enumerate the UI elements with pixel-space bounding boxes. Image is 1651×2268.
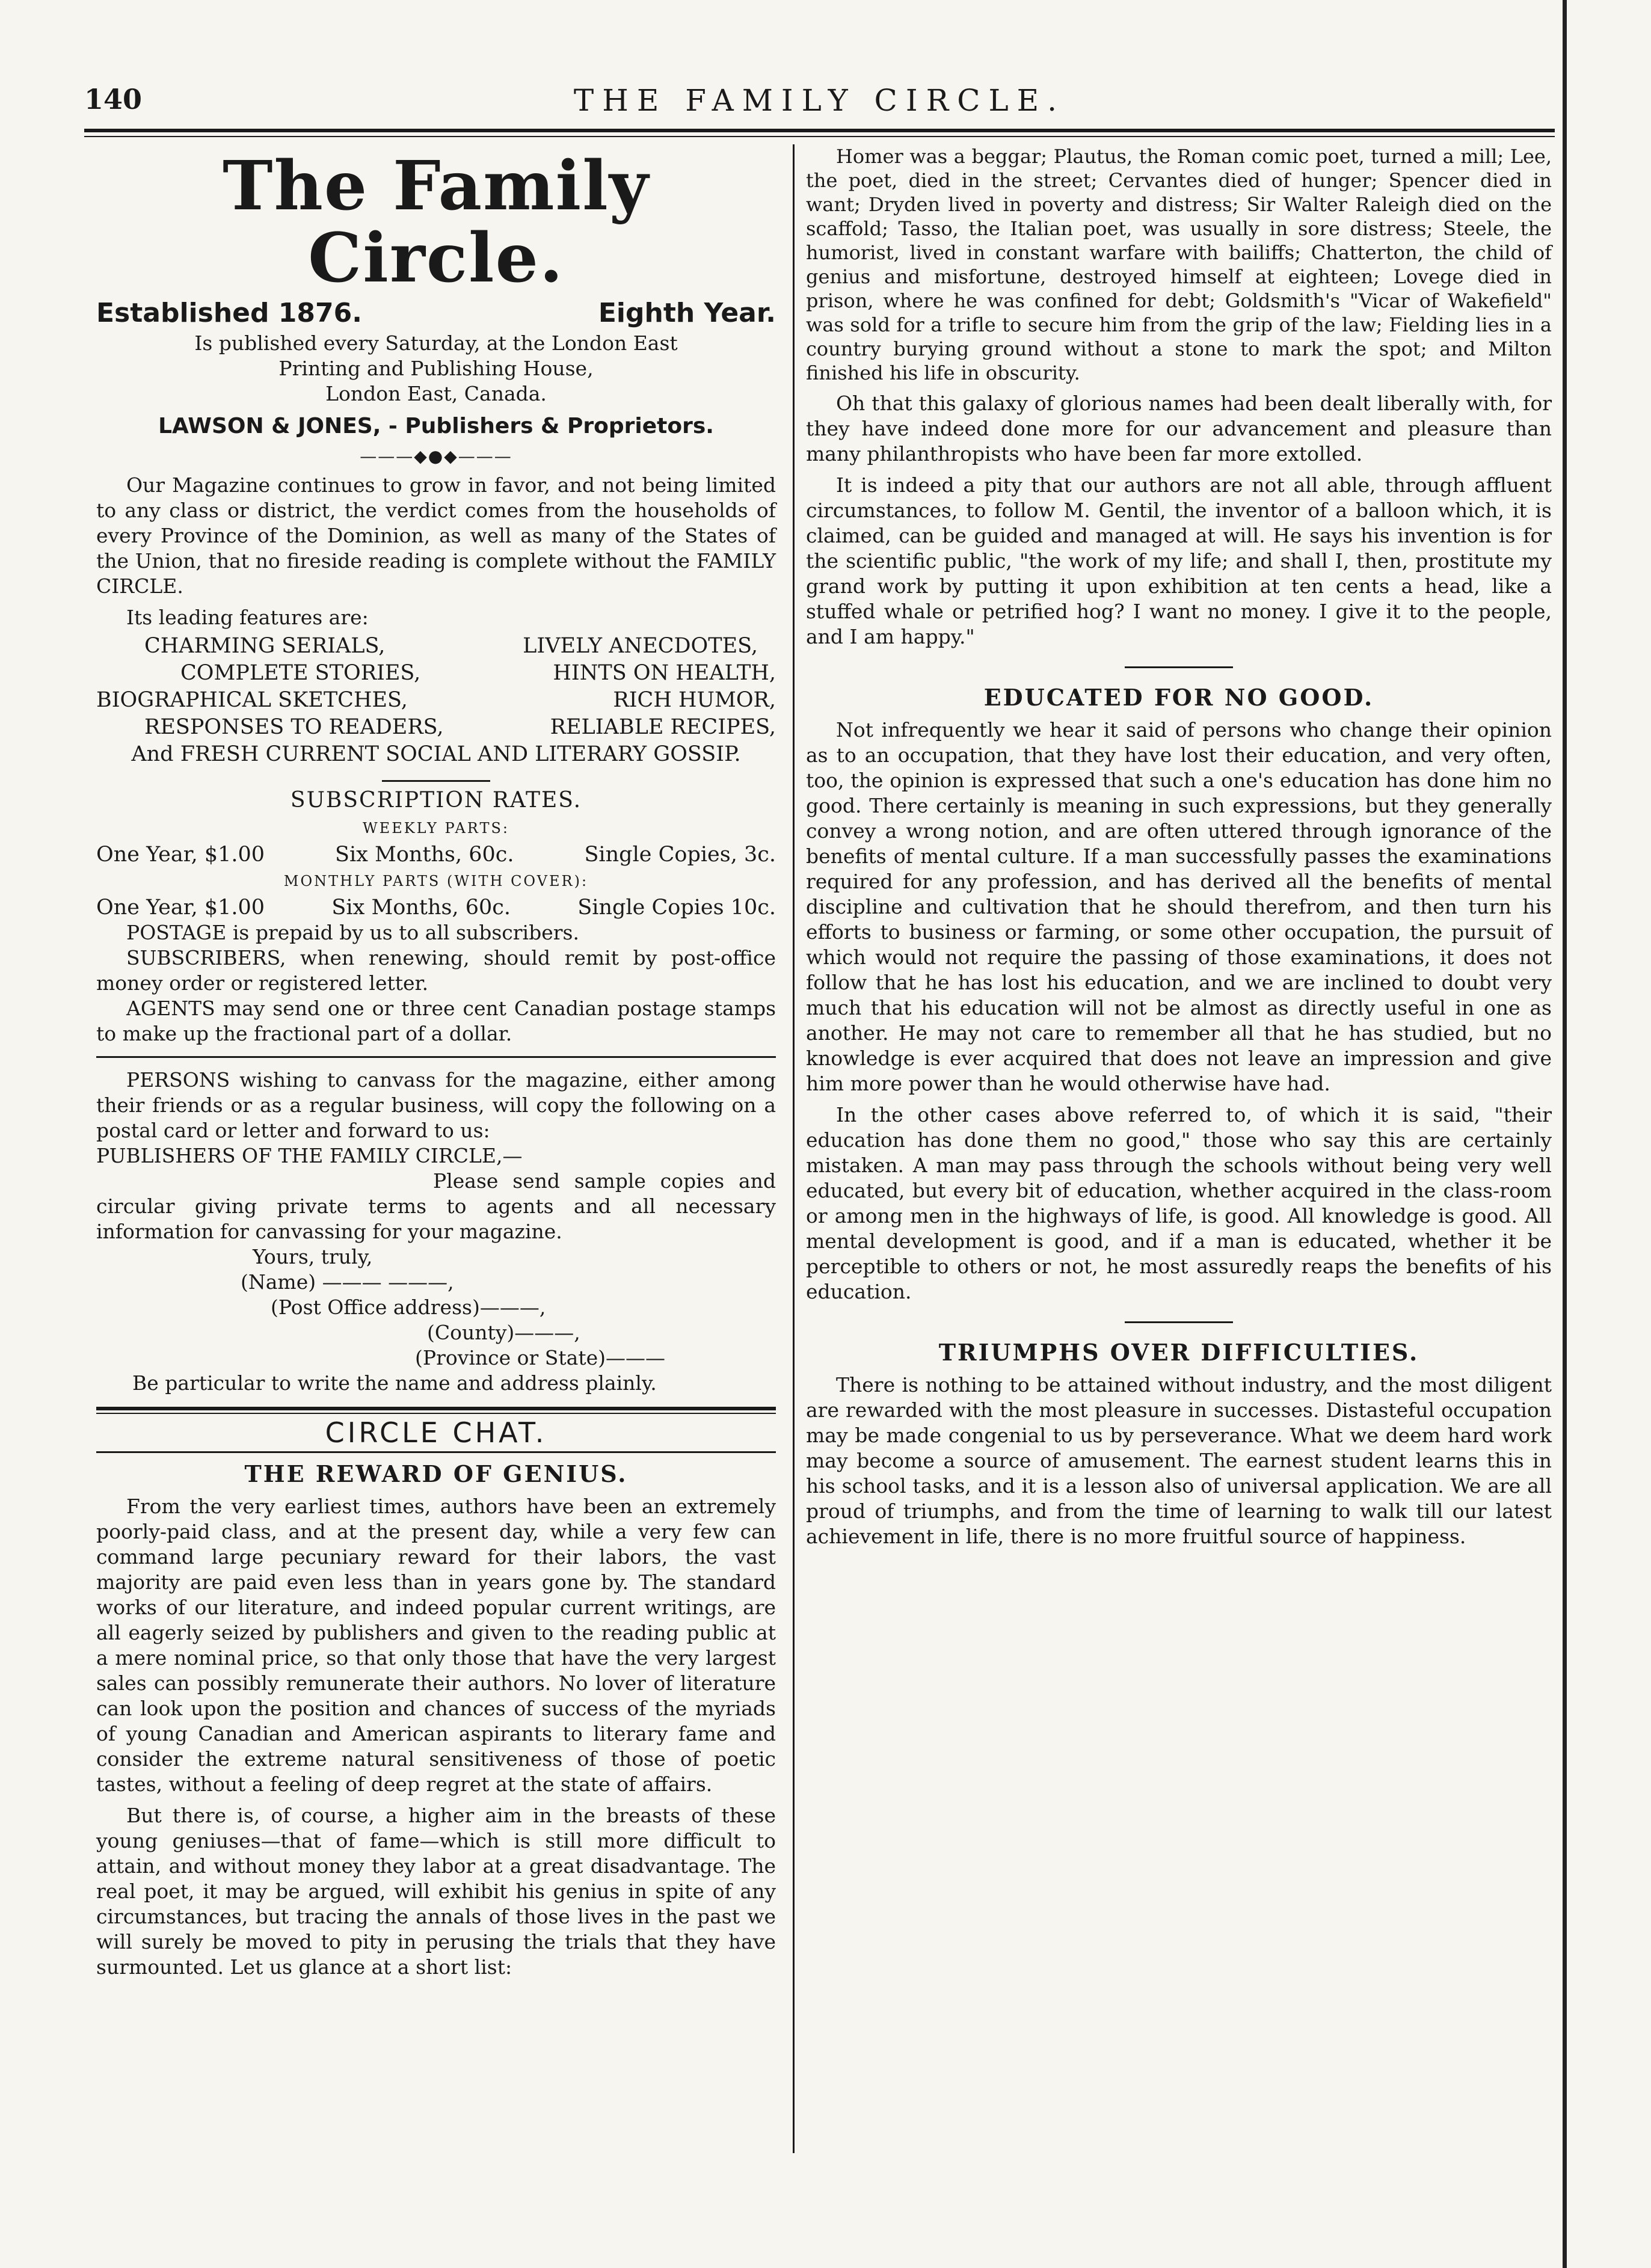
triumphs-paragraph: There is nothing to be attained without industry, and the most diligent are rewarded with the most pleasure in successes. Distasteful occupation may be made congenial to us by perseverance. What we deem hard work may become a source of amusement. The earnest student learns this in his school tasks, and it is a lesson also of universal application. We are all proud of triumphs, and from the time of learning to walk till our latest achievement in life, there is no more fruitful source of happiness. — [806, 1373, 1552, 1548]
feature-item: RELIABLE RECIPES, — [550, 715, 776, 739]
feature-item: HINTS ON HEALTH, — [553, 661, 776, 685]
ornament-divider: ———◆●◆——— — [360, 446, 512, 466]
galaxy-paragraph: Oh that this galaxy of glorious names had been dealt liberally with, for they have indeed done more for our advancement and pleasure than many philanthropists who have been far more extolled. — [806, 392, 1552, 466]
masthead-title: The Family Circle. — [223, 147, 650, 298]
pity-paragraph: It is indeed a pity that our authors are not all able, through affluent circumstances, to follow M. Gentil, the inventor of a balloon which, it is claimed, can be guided and managed at will. He says his invention is for the scientific public, "the work of my life; and shall I, then, prostitute my grand work by putting it upon exhibition at ten cents a head, like a stuffed whale or petrified hog? I want no money. I give it to the people, and I am happy." — [806, 473, 1552, 648]
postage-note: POSTAGE is prepaid by us to all subscribers. — [126, 921, 579, 944]
weekly-heading: WEEKLY PARTS: — [363, 820, 509, 837]
reward-paragraph: From the very earliest times, authors have been an extremely poorly-paid class, and at the present day, while a very few can command large pecuniary reward for their labors, the vast majority are paid even less than in years gone by. The standard works of our literature, and indeed popular current writings, are all eagerly seized by publishers and given to the reading public at a mere nominal price, so that only those that have the very largest sales can possibly remunerate their authors. No lover of literature can look upon the position and chances of success of the myriads of young Canadian and American aspirants to literary fame and consider the extreme natural sensitiveness of those of poetic tastes, without a feeling of deep regret at the state of affairs. — [96, 1495, 776, 1796]
form-addressee: PUBLISHERS OF THE FAMILY CIRCLE,— — [96, 1144, 523, 1167]
reward-paragraph: But there is, of course, a higher aim in the breasts of these young geniuses—that of fame—which is still more difficult to attain, and without money they labor at a great disadvantage. The real poet, it may be argued, will exhibit his genius in spite of any circumstances, but tracing the annals of those lives in the past we will surely be moved to pity in perusing the trials that they have surmounted. Let us glance at a short list: — [96, 1804, 776, 1979]
feature-item: BIOGRAPHICAL SKETCHES, — [96, 688, 408, 712]
rate-value: One Year, $1.00 — [96, 843, 265, 867]
established-row — [96, 298, 776, 328]
educated-title: EDUCATED FOR NO GOOD. — [983, 684, 1374, 711]
weekly-rates — [96, 842, 776, 867]
published-line: Is published every Saturday, at the London East — [194, 331, 678, 355]
form-province: (Province or State)——— — [415, 1346, 666, 1369]
intro-paragraph: Our Magazine continues to grow in favor, and not being limited to any class or district, the verdict comes from the households of every Province of the Dominion, as well as many of the States of the Union, that no fireside reading is complete without the FAMILY CIRCLE. — [96, 473, 776, 598]
agents-note: AGENTS may send one or three cent Canadian postage stamps to make up the fractional part of a dollar. — [96, 997, 776, 1045]
canvass-intro: PERSONS wishing to canvass for the magazine, either among their friends or as a regular business, will copy the following on a postal card or letter and forward to us: — [96, 1068, 776, 1142]
section-rule — [96, 1407, 776, 1410]
subscribers-note: SUBSCRIBERS, when renewing, should remit by post-office money order or registered letter. — [96, 946, 776, 995]
monthly-heading: MONTHLY PARTS (WITH COVER): — [283, 873, 589, 890]
short-rule — [1125, 666, 1233, 668]
educated-paragraph: Not infrequently we hear it said of persons who change their opinion as to an occupation, that they have lost their education, and very often, too, the opinion is expressed that such a one's education has done him no good. There certainly is meaning in such expressions, but they generally convey a wrong notion, and are often uttered through ignorance of the benefits of mental culture. If a man successfully passes the examinations required for any profession, and has derived all the benefits of mental discipline and cultivation that he should therefrom, and then turn his efforts to business or farming, or some other occupation, the pursuit of which would not require the passing of those examinations, it does not follow that he has lost his education, and we are inclined to doubt very much that his education will not be almost as directly useful in one as another. He may not care to remember all that he has studied, but no knowledge is ever acquired that does not leave an impression and give him more power than he would otherwise have had. — [806, 718, 1552, 1095]
reward-title: THE REWARD OF GENIUS. — [244, 1460, 628, 1487]
feature-item: RICH HUMOR, — [613, 688, 776, 712]
section-rule — [96, 1056, 776, 1058]
form-note: Be particular to write the name and address plainly. — [132, 1371, 657, 1395]
header-rule-thin — [84, 136, 1555, 137]
year-label: Eighth Year. — [598, 298, 776, 328]
publishers-line: LAWSON & JONES, - Publishers & Proprietors. — [158, 414, 714, 438]
features-lead: Its leading features are: — [126, 606, 369, 629]
feature-item: COMPLETE STORIES, — [180, 661, 421, 685]
form-yours: Yours, truly, — [253, 1245, 373, 1268]
header-rule — [84, 129, 1555, 132]
triumphs-title: TRIUMPHS OVER DIFFICULTIES. — [938, 1339, 1419, 1366]
published-line: London East, Canada. — [325, 382, 547, 405]
established: Established 1876. — [96, 298, 362, 328]
rate-value: Six Months, 60c. — [334, 843, 514, 867]
rate-value: One Year, $1.00 — [96, 896, 265, 920]
canvass-form — [96, 1143, 776, 1396]
feature-item: And FRESH CURRENT SOCIAL AND LITERARY GOSSIP. — [131, 742, 741, 766]
features-list — [96, 633, 776, 768]
homer-paragraph: Homer was a beggar; Plautus, the Roman comic poet, turned a mill; Lee, the poet, died in the street; Cervantes died of hunger; Spencer died in want; Dryden lived in poverty and distress; Sir Walter Raleigh died on the scaffold; Tasso, the Italian poet, was usually in sore distress; Steele, the humorist, lived in constant warfare with bailiffs; Chatterton, the child of genius and misfortune, destroyed himself at eighteen; Lovege died in prison, where he was confined for debt; Goldsmith's "Vicar of Wakefield" was sold for a trifle to secure him from the grip of the law; Fielding lies in a country burying ground without a stone to mark the spot; and Milton finished his life in obscurity. — [806, 145, 1552, 384]
column-divider — [793, 144, 795, 2153]
monthly-rates — [96, 895, 776, 920]
published-line: Printing and Publishing House, — [278, 357, 594, 380]
form-county: (County)———, — [427, 1321, 580, 1344]
feature-item: CHARMING SERIALS, — [144, 634, 386, 658]
form-post-office: (Post Office address)———, — [271, 1295, 546, 1319]
form-name: (Name) ——— ———, — [241, 1270, 454, 1294]
rate-value: Single Copies, 3c. — [584, 843, 776, 867]
page-edge-line — [1563, 0, 1567, 2268]
educated-paragraph: In the other cases above referred to, of which it is said, "their education has done them no good," those who say this are certainly mistaken. A man may pass through the schools without being very well educated, but every bit of education, whether acquired in the class-room or among men in the highways of life, is good. All knowledge is good. All mental development is good, and if a man is educated, whether it be perceptible to others or not, he most assuredly reaps the benefits of his education. — [806, 1103, 1552, 1303]
form-request: Please send sample copies and circular giving private terms to agents and all necessary information for canvassing for your magazine. — [96, 1169, 776, 1243]
short-rule — [382, 780, 490, 782]
rate-value: Single Copies 10c. — [577, 896, 776, 920]
left-column — [96, 144, 776, 1986]
subscription-title: SUBSCRIPTION RATES. — [290, 788, 582, 813]
banner-rule — [96, 1451, 776, 1453]
rate-value: Six Months, 60c. — [331, 896, 511, 920]
running-title: THE FAMILY CIRCLE. — [573, 83, 1066, 118]
page-header — [84, 77, 1555, 131]
short-rule — [1125, 1321, 1233, 1323]
section-rule-thin — [96, 1413, 776, 1414]
feature-item: RESPONSES TO READERS, — [144, 715, 444, 739]
circle-chat-banner: CIRCLE CHAT. — [325, 1416, 547, 1449]
feature-item: LIVELY ANECDOTES, — [523, 634, 758, 658]
page-number: 140 — [84, 83, 143, 115]
right-column — [806, 144, 1552, 1555]
